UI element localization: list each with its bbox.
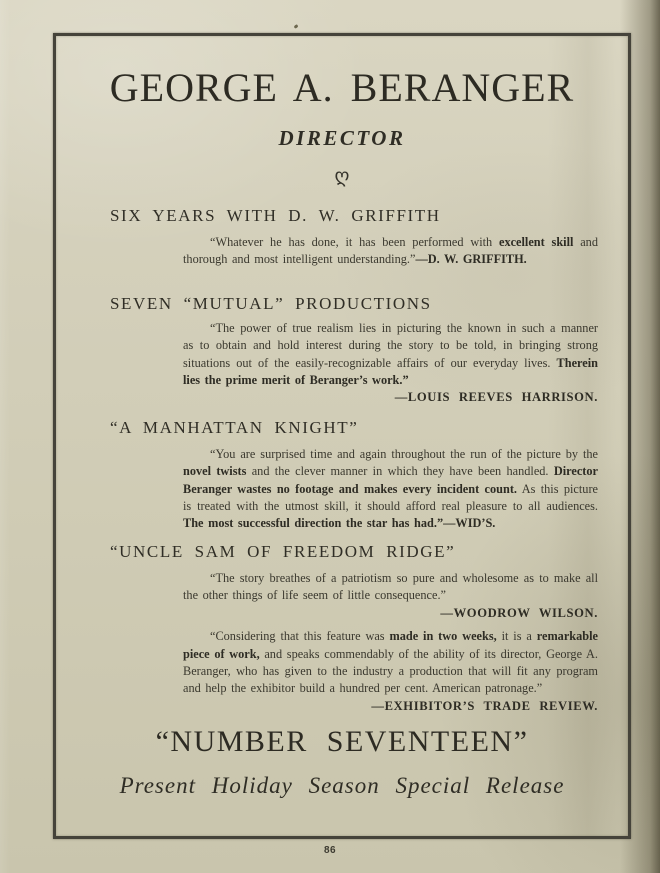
quote-paragraph [183, 320, 598, 390]
quote-text-segment: “You are surprised time and again throughout the run of the picture by the [210, 446, 598, 461]
quote-attribution: —WOODROW WILSON. [440, 605, 598, 620]
quote-bold-segment: excellent skill [498, 235, 574, 249]
page-border-frame [53, 33, 631, 839]
quote-paragraph [183, 234, 598, 269]
section-manhattan-knight [56, 417, 628, 533]
quote-text-segment: “Considering that this feature was [210, 629, 390, 644]
quote-attribution: —EXHIBITOR’S TRADE REVIEW. [371, 698, 598, 713]
quote-text-segment: “Whatever he has done, it has been performed with [210, 235, 499, 249]
page-title: GEORGE A. BERANGER [109, 65, 575, 110]
printer-ornament-icon: ღ [334, 165, 350, 187]
quote-bold-segment: remarkable piece of work, [183, 629, 598, 661]
quote-attribution-inline: —D. W. GRIFFITH. [415, 252, 527, 267]
page-number: 86 [323, 845, 337, 856]
film-title: “NUMBER SEVENTEEN” [155, 725, 529, 759]
section-heading: “A MANHATTAN KNIGHT” [110, 417, 359, 437]
quote-bold-segment: made in two weeks, [389, 629, 497, 644]
release-line: Present Holiday Season Special Release [119, 773, 565, 799]
quote-bold-segment: Director Beranger wastes no footage and makes every incident count. [183, 464, 598, 496]
quote-bold-segment: Therein lies the prime merit of Beranger’s work.” [183, 355, 598, 388]
quote-text-segment: and speaks commendably of the ability of its director, George A. Beranger, who has given to the industry a production that will fit any program and help the exhibitor build a hundred per cent. American patronage.” [183, 646, 598, 696]
quote-text-segment: it is a [496, 629, 537, 644]
quote-text-segment: “The story breathes of a patriotism so pure and wholesome as to make all the other things of life seem of little consequence.” [183, 570, 598, 603]
section-griffith [56, 205, 628, 269]
quote-text-segment: and thorough and most intelligent understanding.” [183, 235, 598, 267]
section-heading: “UNCLE SAM OF FREEDOM RIDGE” [110, 541, 456, 561]
quote-paragraph [183, 446, 598, 533]
quote-paragraph [183, 570, 598, 605]
quote-text-segment: “The power of true realism lies in picturing the known in such a manner as to obtain and hold interest during the story to be told, in bringing strong situations out of the easily-recognizable affairs of our everyday lives. [183, 320, 598, 370]
scan-speck [294, 24, 299, 29]
quote-attribution: —LOUIS REEVES HARRISON. [394, 390, 598, 405]
quote-bold-segment: novel twists [183, 464, 247, 479]
quote-text-segment: As this picture is treated with the utmost skill, it should afford real pleasure to all audiences. [183, 481, 598, 514]
quote-text-segment: and the clever manner in which they have been handled. [246, 464, 554, 479]
section-mutual [56, 293, 628, 407]
quote-paragraph [183, 628, 598, 698]
section-heading: SIX YEARS WITH D. W. GRIFFITH [110, 206, 441, 225]
section-uncle-sam [56, 541, 628, 715]
director-subtitle: DIRECTOR [278, 126, 406, 150]
section-heading: SEVEN “MUTUAL” PRODUCTIONS [110, 293, 432, 313]
quote-attribution-inline: The most successful direction the star has had.”—WID’S. [183, 516, 496, 531]
